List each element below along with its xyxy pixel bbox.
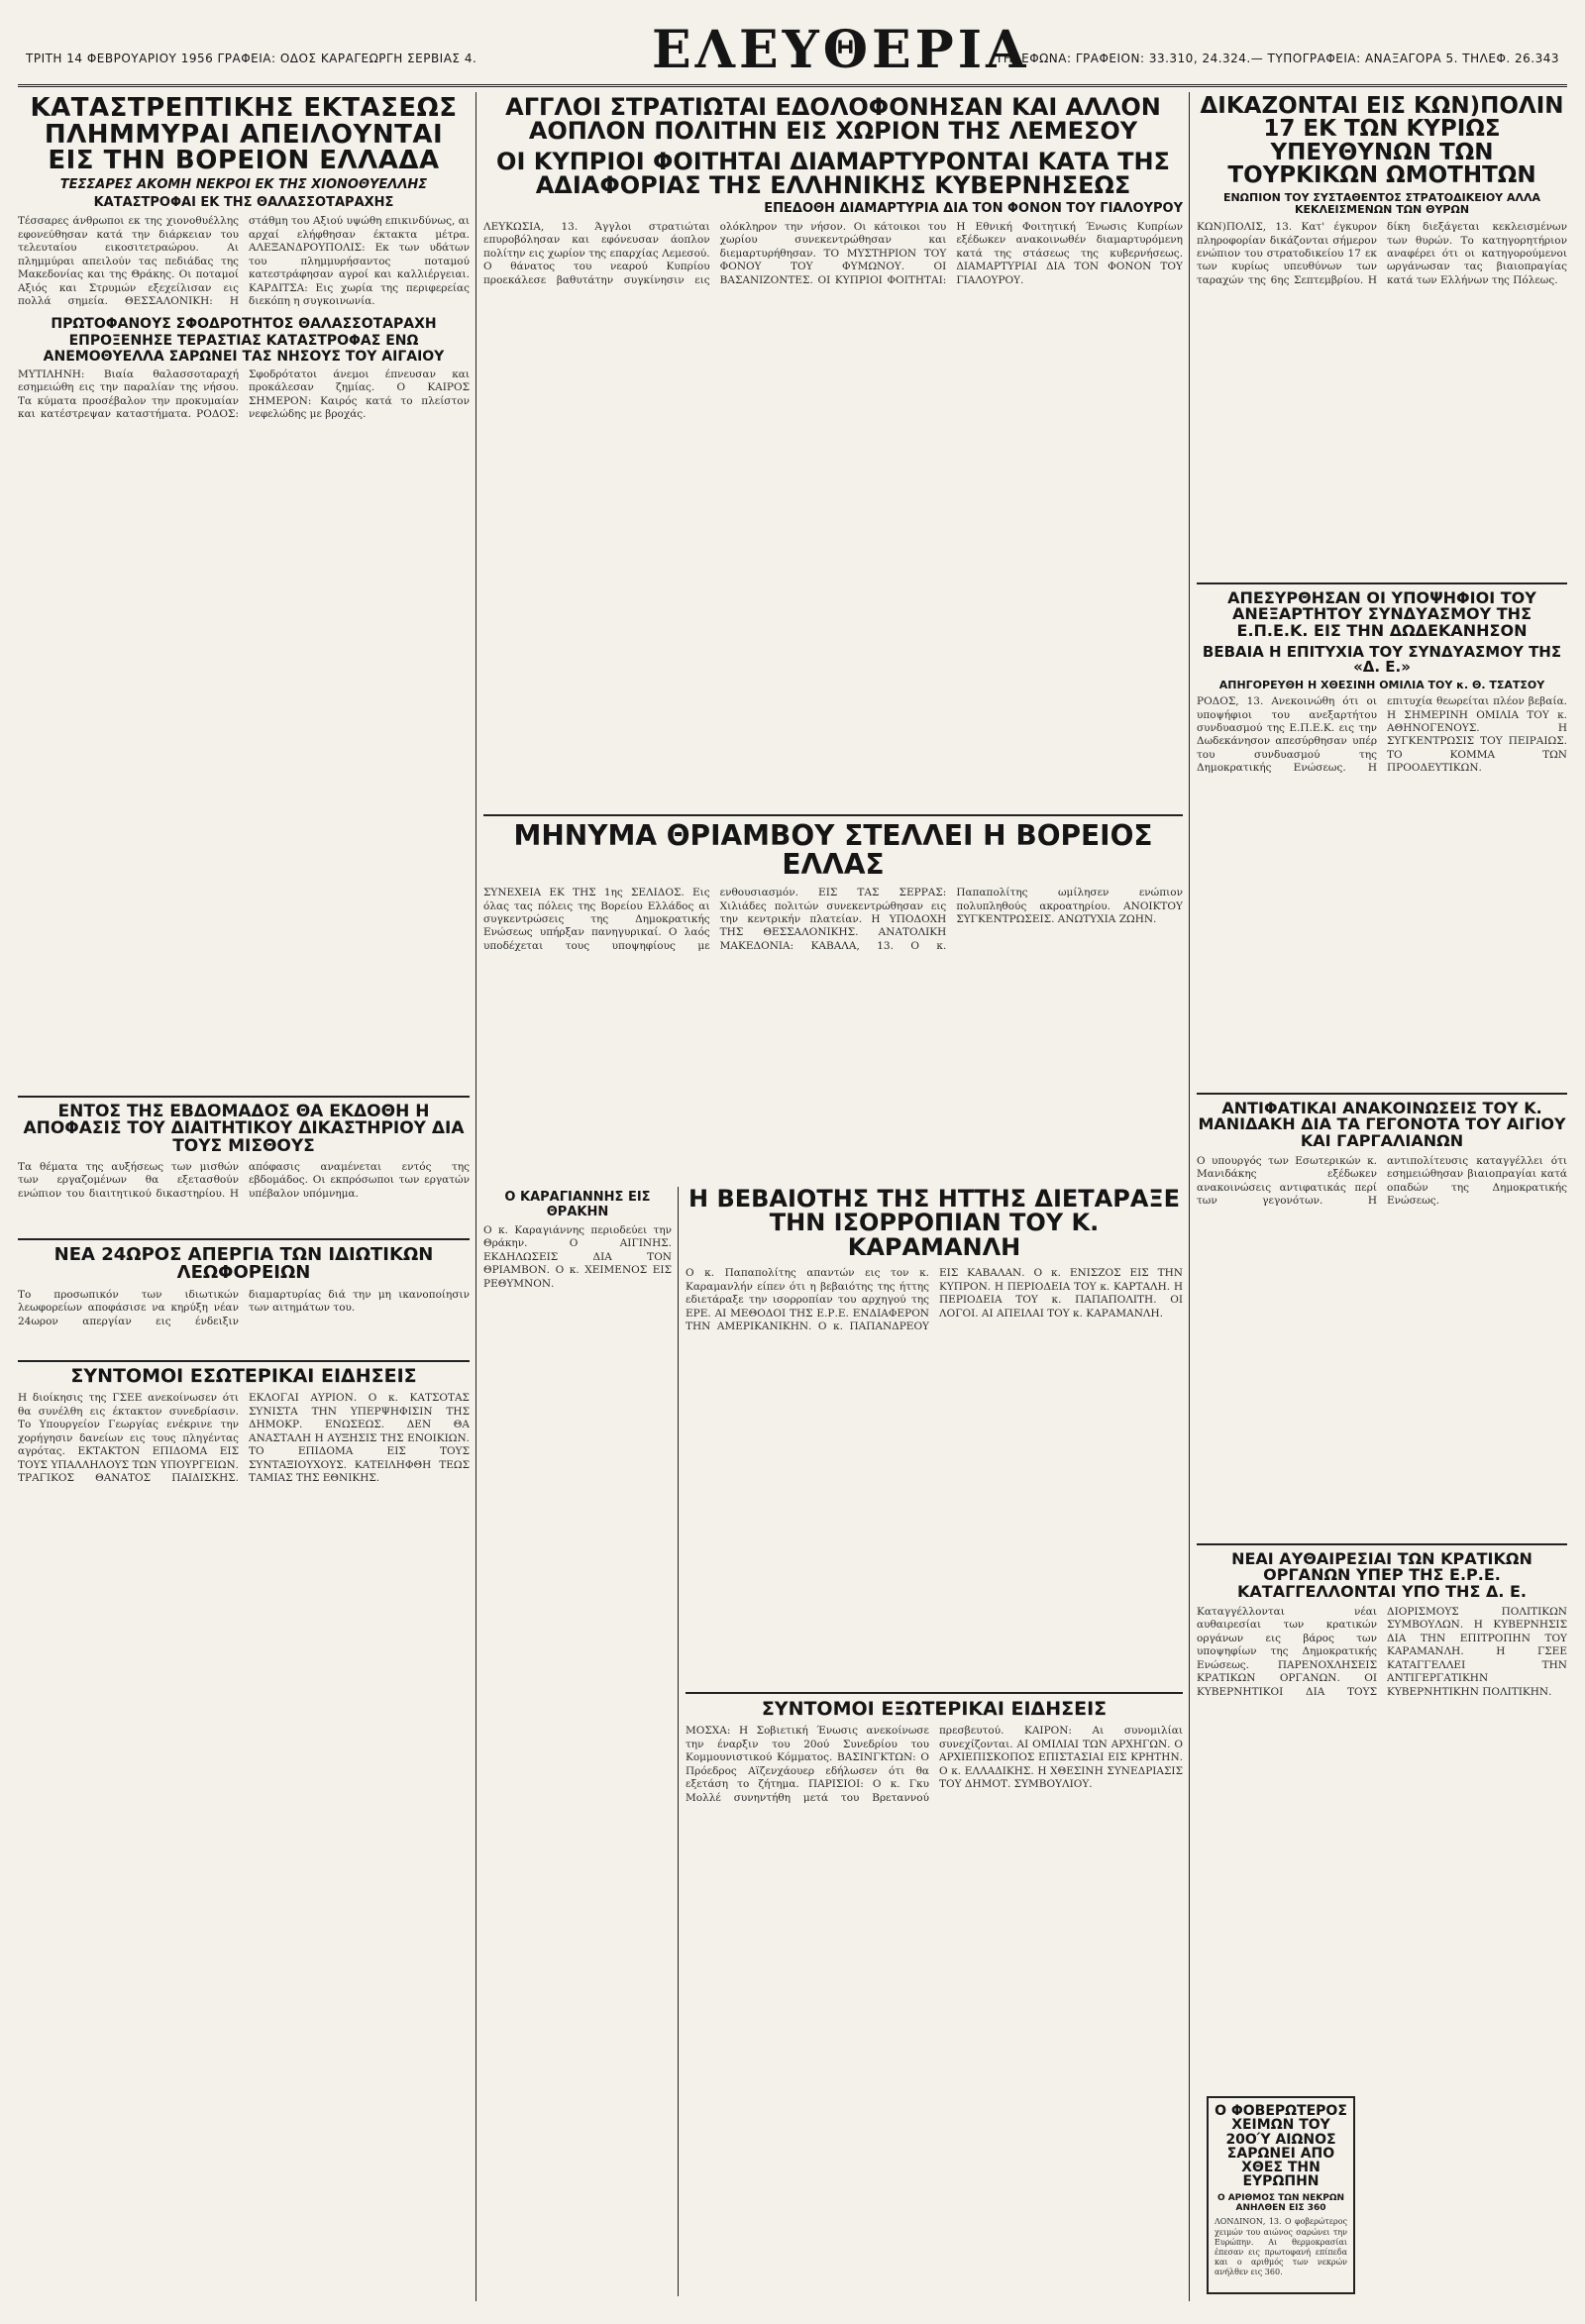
masthead xyxy=(18,18,1567,87)
subhead-cold: Ο ΑΡΙΘΜΟΣ ΤΩΝ ΝΕΚΡΩΝ ΑΝΗΛΘΕΝ ΕΙΣ 360 xyxy=(1216,2192,1345,2213)
body-karamanlis: Ο κ. Παπαπολίτης απαντών εις τον κ. Καραμανλήν είπεν ότι η βεβαιότης της ήττης εδιετάραξε την ισορροπίαν του αρχηγού της ΕΡΕ. ΑΙ ΜΕΘΟΔΟΙ ΤΗΣ Ε.Ρ.Ε. ΕΝΔΙΑΦΕΡΟΝ ΤΗΝ ΑΜΕΡΙΚΑΝΙΚΗΝ. Ο κ. ΠΑΠΑΝΔΡΕΟΥ ΕΙΣ ΚΑΒΑΛΑΝ. Ο κ. ΕΝΙΣΖΟΣ ΕΙΣ ΤΗΝ ΚΥΠΡΟΝ. Η ΠΕΡΙΟΔΕΙΑ ΤΟΥ κ. ΚΑΡΤΑΛΗ. Η ΠΕΡΙΟΔΕΙΑ ΤΟΥ κ. ΠΑΠΑΠΟΛΙΤΗ. ΟΙ ΛΟΓΟΙ. ΑΙ ΑΠΕΙΛΑΙ ΤΟΥ κ. ΚΑΡΑΜΑΝΛΗ. xyxy=(686,1267,1183,1333)
body-external-news: ΜΟΣΧΑ: Η Σοβιετική Ένωσις ανεκοίνωσε την έναρξιν του 20ού Συνεδρίου του Κομμουνιστικού Κόμματος. ΒΑΣΙΝΓΚΤΩΝ: Ο Πρόεδρος Αϊζενχάουερ εδήλωσεν ότι θα εξετάση το ζήτημα. ΠΑΡΙΣΙΟΙ: Ο κ. Γκυ Μολλέ συνηντήθη μετά του Βρεταννού πρεσβευτού. ΚΑΙΡΟΝ: Αι συνομιλίαι συνεχίζονται. ΑΙ ΟΜΙΛΙΑΙ ΤΩΝ ΑΡΧΗΓΩΝ. Ο ΑΡΧΙΕΠΙΣΚΟΠΟΣ ΕΠΙΣΤΑΣΙΑΙ ΕΙΣ ΚΡΗΤΗΝ. Ο κ. ΕΛΛΑΔΙΚΗΣ. Η ΧΘΕΣΙΝΗ ΣΥΝΕΔΡΙΑΣΙΣ ΤΟΥ ΔΗΜΟΤ. ΣΥΜΒΟΥΛΙΟΥ. xyxy=(686,1725,1183,1804)
headline-cyprus-2: ΟΙ ΚΥΠΡΙΟΙ ΦΟΙΤΗΤΑΙ ΔΙΑΜΑΡΤΥΡΟΝΤΑΙ ΚΑΤΑ ΤΗΣ ΑΔΙΑΦΟΡΙΑΣ ΤΗΣ ΕΛΛΗΝΙΚΗΣ ΚΥΒΕΡΝΗΣΕΩΣ xyxy=(496,147,1170,200)
subhead-constantinople: ΕΝΩΠΙΟΝ ΤΟΥ ΣΥΣΤΑΘΕΝΤΟΣ ΣΤΡΑΤΟΔΙΚΕΙΟΥ ΑΛΛΑ ΚΕΚΛΕΙΣΜΕΝΩΝ ΤΩΝ ΘΥΡΩΝ xyxy=(1222,190,1541,217)
masthead-phones: ΤΗΛΕΦΩΝΑ: ΓΡΑΦΕΙΟΝ: 33.310, 24.324.— ΤΥΠΟΓΡΑΦΕΙΑ: ΑΝΑΞΑΓΟΡΑ 5. ΤΗΛΕΦ. 26.343 xyxy=(996,52,1559,65)
headline-karagiorgas: Ο ΚΑΡΑΓΙΑΝΝΗΣ ΕΙΣ ΘΡΑΚΗΝ xyxy=(504,1190,651,1219)
subhead-cyprus: ΕΠΕΔΟΘΗ ΔΙΑΜΑΡΤΥΡΙΑ ΔΙΑ ΤΟΝ ΦΟΝΟΝ ΤΟΥ ΓΙΑΛΟΥΡΟΥ xyxy=(764,200,1183,216)
article-karagiorgas xyxy=(483,1187,672,2296)
article-epek xyxy=(1197,590,1567,1086)
section-rule xyxy=(1197,1093,1567,1095)
section-rule xyxy=(686,1692,1183,1694)
article-strike xyxy=(18,1246,470,1355)
article-cold xyxy=(1207,2096,1355,2294)
headline-epek: ΑΠΕΣΥΡΘΗΣΑΝ ΟΙ ΥΠΟΨΗΦΙΟΙ ΤΟΥ ΑΝΕΞΑΡΤΗΤΟΥ ΣΥΝΔΥΑΣΜΟΥ ΤΗΣ Ε.Π.Ε.Κ. ΕΙΣ ΤΗΝ ΔΩΔΕΚΑΝΗΣΟΝ xyxy=(1227,590,1536,640)
article-manidakis xyxy=(1197,1101,1567,1536)
headline-internal-news: ΣΥΝΤΟΜΟΙ ΕΣΩΤΕΡΙΚΑΙ ΕΙΔΗΣΕΙΣ xyxy=(70,1367,417,1387)
headline-northern: ΜΗΝΥΜΑ ΘΡΙΑΜΒΟΥ ΣΤΕΛΛΕΙ Η ΒΟΡΕΙΟΣ ΕΛΛΑΣ xyxy=(513,822,1153,881)
body-manidakis: Ο υπουργός των Εσωτερικών κ. Μανιδάκης εξέδωκεν ανακοινώσεις αντιφατικάς περί των γεγονότων. Η αντιπολίτευσις καταγγέλλει ότι εσημειώθησαν βιαιοπραγίαι κατά οπαδών της Δημοκρατικής Ενώσεως. xyxy=(1197,1154,1567,1208)
article-external-news xyxy=(686,1700,1183,2294)
subhead-storm-3: ΠΡΩΤΟΦΑΝΟΥΣ ΣΦΟΔΡΟΤΗΤΟΣ ΘΑΛΑΣΣΟΤΑΡΑΧΗ ΕΠΡΟΞΕΝΗΣΕ ΤΕΡΑΣΤΙΑΣ ΚΑΤΑΣΤΡΟΦΑΣ ΕΝΩ ΑΝΕΜΟΘΥΕΛΛΑ ΣΑΡΩΝΕΙ ΤΑΣ ΝΗΣΟΥΣ ΤΟΥ ΑΙΓΑΙΟΥ xyxy=(43,316,445,365)
body-strike: Το προσωπικόν των ιδιωτικών λεωφορείων αποφάσισε να κηρύξη νέαν 24ωρον απεργίαν εις ένδειξιν διαμαρτυρίας διά την μη ικανοποίησιν των αιτημάτων του. xyxy=(18,1288,470,1327)
headline-karamanlis: Η ΒΕΒΑΙΟΤΗΣ ΤΗΣ ΗΤΤΗΣ ΔΙΕΤΑΡΑΞΕ ΤΗΝ ΙΣΟΡΡΟΠΙΑΝ ΤΟΥ Κ. ΚΑΡΑΜΑΝΛΗ xyxy=(688,1187,1180,1261)
body-dismissal: Τα θέματα της αυξήσεως των μισθών των εργαζομένων θα εξετασθούν ενώπιον του διαιτητικού δικαστηρίου. Η απόφασις αναμένεται εντός της εβδομάδος. Οι εκπρόσωποι των εργατών υπέβαλον υπόμνημα. xyxy=(18,1160,470,1200)
article-constantinople xyxy=(1197,95,1567,576)
newspaper-page xyxy=(18,18,1567,2306)
body-karagiorgas: Ο κ. Καραγιάννης περιοδεύει την Θράκην. Ο ΑΙΓΙΝΗΣ. ΕΚΔΗΛΩΣΕΙΣ ΔΙΑ ΤΟΝ ΘΡΙΑΜΒΟΝ. Ο κ. ΧΕΙΜΕΝΟΣ ΕΙΣ ΡΕΘΥΜΝΟΝ. xyxy=(483,1223,672,1290)
article-karamanlis xyxy=(686,1187,1183,1682)
body-storm: Τέσσαρες άνθρωποι εκ της χιονοθυέλλης εφονεύθησαν κατά την διάρκειαν του τελευταίου εικοσιτετραώρου. Αι πλημμύραι απειλούν τας πεδιάδας της Μακεδονίας και της Θράκης. Οι ποταμοί Αξιός και Στρυμών εξεχείλισαν εις πολλά σημεία. ΘΕΣΣΑΛΟΝΙΚΗ: Η στάθμη του Αξιού υψώθη επικινδύνως, αι αρχαί ελήφθησαν έκτακτα μέτρα. ΑΛΕΞΑΝΔΡΟΥΠΟΛΙΣ: Εκ των υδάτων του πλημμυρήσαντος ποταμού κατεστράφησαν αγροί και καλλιέργειαι. ΚΑΡΔΙΤΣΑ: Εις χωρία της περιφερείας διεκόπη η συγκοινωνία. xyxy=(18,215,470,308)
body-cold: ΛΟΝΔΙΝΟΝ, 13. Ο φοβερώτερος χειμών του αιώνος σαρώνει την Ευρώπην. Αι θερμοκρασίαι έπεσαν εις πρωτοφανή επίπεδα και ο αριθμός των νεκρών ανήλθεν εις 360. xyxy=(1215,2217,1347,2277)
body-storm-2: ΜΥΤΙΛΗΝΗ: Βιαία θαλασσοταραχή εσημειώθη εις την παραλίαν της νήσου. Τα κύματα προσέβαλον την προκυμαίαν και κατέστρεψαν καταστήματα. ΡΟΔΟΣ: Σφοδρότατοι άνεμοι έπνευσαν και προκάλεσαν ζημίας. Ο ΚΑΙΡΟΣ ΣΗΜΕΡΟΝ: Καιρός κατά το πλείστον νεφελώδης με βροχάς. xyxy=(18,368,470,421)
headline-constantinople: ΔΙΚΑΖΟΝΤΑΙ ΕΙΣ ΚΩΝ)ΠΟΛΙΝ 17 ΕΚ ΤΩΝ ΚΥΡΙΩΣ ΥΠΕΥΘΥΝΩΝ ΤΩΝ ΤΟΥΡΚΙΚΩΝ ΩΜΟΤΗΤΩΝ xyxy=(1200,95,1564,189)
headline-cyprus: ΑΓΓΛΟΙ ΣΤΡΑΤΙΩΤΑΙ ΕΔΟΛΟΦΟΝΗΣΑΝ ΚΑΙ ΑΛΛΟΝ ΑΟΠΛΟΝ ΠΟΛΙΤΗΝ ΕΙΣ ΧΩΡΙΟΝ ΤΗΣ ΛΕΜΕΣΟΥ xyxy=(505,95,1161,146)
column-rule xyxy=(1189,92,1190,2301)
body-internal-news: Η διοίκησις της ΓΣΕΕ ανεκοίνωσεν ότι θα συνέλθη εις έκτακτον συνεδρίασιν. Το Υπουργείον Γεωργίας ενέκρινε την χορήγησιν δανείων εις τους πληγέντας αγρότας. ΕΚΤΑΚΤΟΝ ΕΠΙΔΟΜΑ ΕΙΣ ΤΟΥΣ ΥΠΑΛΛΗΛΟΥΣ ΤΩΝ ΥΠΟΥΡΓΕΙΩΝ. ΤΡΑΓΙΚΟΣ ΘΑΝΑΤΟΣ ΠΑΙΔΙΣΚΗΣ. ΕΚΛΟΓΑΙ ΑΥΡΙΟΝ. Ο κ. ΚΑΤΣΟΤΑΣ ΣΥΝΙΣΤΑ ΤΗΝ ΥΠΕΡΨΗΦΙΣΙΝ ΤΗΣ ΔΗΜΟΚΡ. ΕΝΩΣΕΩΣ. ΔΕΝ ΘΑ ΑΝΑΣΤΑΛΗ Η ΑΥΞΗΣΙΣ ΤΗΣ ΕΝΟΙΚΙΩΝ. ΤΟ ΕΠΙΔΟΜΑ ΕΙΣ ΤΟΥΣ ΣΥΝΤΑΞΙΟΥΧΟΥΣ. ΚΑΤΕΙΛΗΦΘΗ ΤΕΩΣ ΤΑΜΙΑΣ ΤΗΣ ΕΘΝΙΚΗΣ. xyxy=(18,1392,470,1484)
section-rule xyxy=(18,1096,470,1098)
subhead-storm-2: ΚΑΤΑΣΤΡΟΦΑΙ ΕΚ ΤΗΣ ΘΑΛΑΣΣΟΤΑΡΑΧΗΣ xyxy=(93,195,394,211)
section-rule xyxy=(1197,1543,1567,1545)
article-arbitrary xyxy=(1197,1551,1567,2086)
headline-arbitrary: ΝΕΑΙ ΑΥΘΑΙΡΕΣΙΑΙ ΤΩΝ ΚΡΑΤΙΚΩΝ ΟΡΓΑΝΩΝ ΥΠΕΡ ΤΗΣ Ε.Ρ.Ε. ΚΑΤΑΓΓΕΛΛΟΝΤΑΙ ΥΠΟ ΤΗΣ Δ. Ε. xyxy=(1231,1551,1532,1601)
newspaper-title: ΕΛΕΥΘΕΡΙΑ xyxy=(652,20,1030,80)
column-rule xyxy=(678,1187,679,2296)
subhead-storm: ΤΕΣΣΑΡΕΣ ΑΚΟΜΗ ΝΕΚΡΟΙ ΕΚ ΤΗΣ ΧΙΟΝΟΘΥΕΛΛΗΣ xyxy=(59,176,428,192)
article-northern xyxy=(483,822,1183,1179)
body-northern: ΣΥΝΕΧΕΙΑ ΕΚ ΤΗΣ 1ης ΣΕΛΙΔΟΣ. Εις όλας τας πόλεις της Βορείου Ελλάδος αι συγκεντρώσεις της Δημοκρατικής Ενώσεως υπήρξαν πανηγυρικαί. Ο λαός υποδέχεται τους υποψηφίους με ενθουσιασμόν. ΕΙΣ ΤΑΣ ΣΕΡΡΑΣ: Χιλιάδες πολιτών συνεκεντρώθησαν εις την κεντρικήν πλατείαν. Η ΥΠΟΔΟΧΗ ΤΗΣ ΘΕΣΣΑΛΟΝΙΚΗΣ. ΑΝΑΤΟΛΙΚΗ ΜΑΚΕΔΟΝΙΑ: ΚΑΒΑΛΑ, 13. Ο κ. Παπαπολίτης ωμίλησεν ενώπιον πολυπληθούς ακροατηρίου. ΑΝΟΙΚΤΟΥ ΣΥΓΚΕΝΤΡΩΣΕΙΣ. ΑΝΩΤΥΧΙΑ ΖΩΗΝ. xyxy=(483,887,1183,952)
body-constantinople: ΚΩΝ)ΠΟΛΙΣ, 13. Κατ' έγκυρον πληροφορίαν δικάζονται σήμερον ενώπιον του στρατοδικείου 17 εκ των κυρίως υπευθύνων των ταραχών της 6ης Σεπτεμβρίου. Η δίκη διεξάγεται κεκλεισμένων των θυρών. Το κατηγορητήριον αναφέρει ότι οι κατηγορούμενοι ωργάνωσαν τας βιαιοπραγίας κατά των Ελλήνων της Πόλεως. xyxy=(1197,221,1567,286)
headline-cold: Ο ΦΟΒΕΡΩΤΕΡΟΣ ΧΕΙΜΩΝ ΤΟΥ 20ΟΎ ΑΙΩΝΟΣ ΣΑΡΩΝΕΙ ΑΠΟ ΧΘΕΣ ΤΗΝ ΕΥΡΩΠΗΝ xyxy=(1215,2103,1347,2190)
article-internal-news xyxy=(18,1367,470,2298)
headline-storm: ΚΑΤΑΣΤΡΕΠΤΙΚΗΣ ΕΚΤΑΣΕΩΣ ΠΛΗΜΜΥΡΑΙ ΑΠΕΙΛΟΥΝΤΑΙ ΕΙΣ ΤΗΝ ΒΟΡΕΙΟΝ ΕΛΛΑΔΑ xyxy=(30,95,458,176)
masthead-date-address: ΤΡΙΤΗ 14 ΦΕΒΡΟΥΑΡΙΟΥ 1956 ΓΡΑΦΕΙΑ: ΟΔΟΣ ΚΑΡΑΓΕΩΡΓΗ ΣΕΡΒΙΑΣ 4. xyxy=(26,52,477,65)
article-dismissal xyxy=(18,1104,470,1232)
headline-external-news: ΣΥΝΤΟΜΟΙ ΕΞΩΤΕΡΙΚΑΙ ΕΙΔΗΣΕΙΣ xyxy=(761,1700,1108,1720)
body-arbitrary: Καταγγέλλονται νέαι αυθαιρεσίαι των κρατικών οργάνων εις βάρος των υποψηφίων της Δημοκρατικής Ενώσεως. ΠΑΡΕΝΟΧΛΗΣΕΙΣ ΚΡΑΤΙΚΩΝ ΟΡΓΑΝΩΝ. ΟΙ ΚΥΒΕΡΝΗΤΙΚΟΙ ΔΙΑ ΤΟΥΣ ΔΙΟΡΙΣΜΟΥΣ ΠΟΛΙΤΙΚΩΝ ΣΥΜΒΟΥΛΩΝ. Η ΚΥΒΕΡΝΗΣΙΣ ΔΙΑ ΤΗΝ ΕΠΙΤΡΟΠΗΝ ΤΟΥ ΚΑΡΑΜΑΝΛΗ. Η ΓΣΕΕ ΚΑΤΑΓΓΕΛΛΕΙ ΤΗΝ ΑΝΤΙΓΕΡΓΑΤΙΚΗΝ ΚΥΒΕΡΝΗΤΙΚΗΝ ΠΟΛΙΤΙΚΗΝ. xyxy=(1197,1605,1567,1698)
section-rule xyxy=(18,1238,470,1240)
headline-strike: ΝΕΑ 24ΩΡΟΣ ΑΠΕΡΓΙΑ ΤΩΝ ΙΔΙΩΤΙΚΩΝ ΛΕΩΦΟΡΕΙΩΝ xyxy=(53,1246,434,1284)
headline-manidakis: ΑΝΤΙΦΑΤΙΚΑΙ ΑΝΑΚΟΙΝΩΣΕΙΣ ΤΟΥ Κ. ΜΑΝΙΔΑΚΗ ΔΙΑ ΤΑ ΓΕΓΟΝΟΤΑ ΤΟΥ ΑΙΓΙΟΥ ΚΑΙ ΓΑΡΓΑΛΙΑΝΩΝ xyxy=(1198,1101,1566,1150)
section-rule xyxy=(483,814,1183,816)
subhead-epek: ΒΕΒΑΙΑ Η ΕΠΙΤΥΧΙΑ ΤΟΥ ΣΥΝΔΥΑΣΜΟΥ ΤΗΣ «Δ. Ε.» xyxy=(1202,642,1562,677)
body-epek: ΡΟΔΟΣ, 13. Ανεκοινώθη ότι οι υποψήφιοι του ανεξαρτήτου συνδυασμού της Ε.Π.Ε.Κ. εις την Δωδεκάνησον απεσύρθησαν υπέρ του συνδυασμού της Δημοκρατικής Ενώσεως. Η επιτυχία θεωρείται πλέον βεβαία. Η ΣΗΜΕΡΙΝΗ ΟΜΙΛΙΑ ΤΟΥ κ. ΑΘΗΝΟΓΕΝΟΥΣ. Η ΣΥΓΚΕΝΤΡΩΣΙΣ ΤΟΥ ΠΕΙΡΑΙΩΣ. ΤΟ ΚΟΜΜΑ ΤΩΝ ΠΡΟΟΔΕΥΤΙΚΩΝ. xyxy=(1197,695,1567,775)
article-storm xyxy=(18,95,470,1091)
article-cyprus xyxy=(483,95,1183,808)
headline-dismissal: ΕΝΤΟΣ ΤΗΣ ΕΒΔΟΜΑΔΟΣ ΘΑ ΕΚΔΟΘΗ Η ΑΠΟΦΑΣΙΣ ΤΟΥ ΔΙΑΙΤΗΤΙΚΟΥ ΔΙΚΑΣΤΗΡΙΟΥ ΔΙΑ ΤΟΥΣ ΜΙΣΘΟΥΣ xyxy=(23,1104,465,1156)
section-rule xyxy=(1197,582,1567,584)
section-rule xyxy=(18,1360,470,1362)
body-cyprus: ΛΕΥΚΩΣΙΑ, 13. Άγγλοι στρατιώται επυροβόλησαν και εφόνευσαν άοπλον πολίτην εις χωρίον της επαρχίας Λεμεσού. Ο θάνατος του νεαρού Κυπρίου προεκάλεσε βαθυτάτην συγκίνησιν εις ολόκληρον την νήσον. Οι κάτοικοι του χωρίου συνεκεντρώθησαν και διεμαρτυρήθησαν. ΤΟ ΜΥΣΤΗΡΙΟΝ ΤΟΥ ΦΟΝΟΥ ΤΟΥ ΦΥΜΩΝΟΥ. ΟΙ ΒΑΣΑΝΙΖΟΝΤΕΣ. ΟΙ ΚΥΠΡΙΟΙ ΦΟΙΤΗΤΑΙ: Η Εθνική Φοιτητική Ένωσις Κυπρίων εξέδωκεν ανακοινωθέν διαμαρτυρόμενη κατά της στάσεως της κυβερνήσεως. ΔΙΑΜΑΡΤΥΡΙΑΙ ΔΙΑ ΤΟΝ ΦΟΝΟΝ ΤΟΥ ΓΙΑΛΟΥΡΟΥ. xyxy=(483,220,1183,286)
subhead-epek-2: ΑΠΗΓΟΡΕΥΘΗ Η ΧΘΕΣΙΝΗ ΟΜΙΛΙΑ ΤΟΥ κ. Θ. ΤΣΑΤΣΟΥ xyxy=(1218,678,1545,691)
